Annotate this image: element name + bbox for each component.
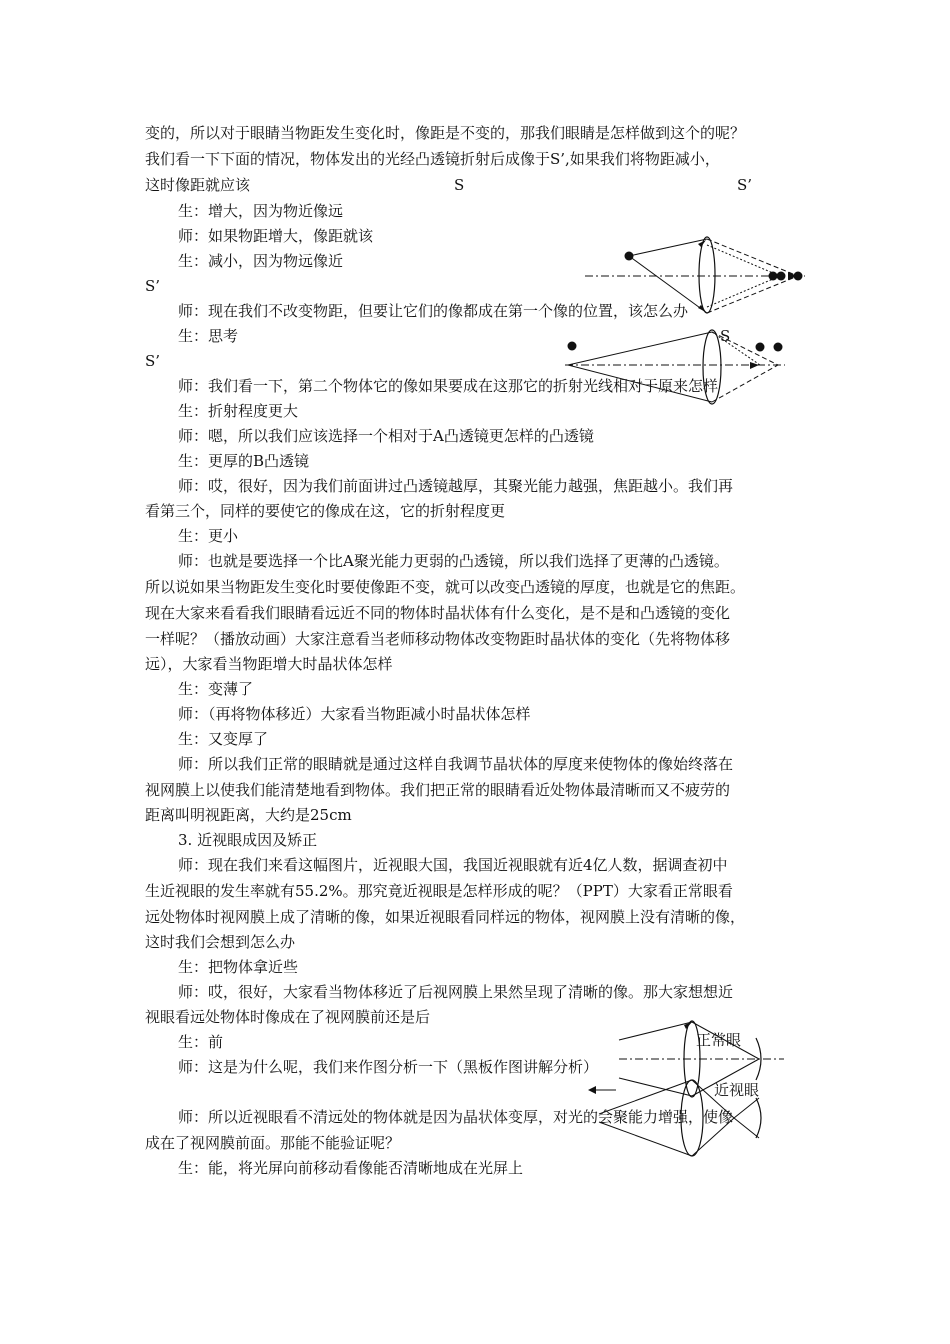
text-line: 生：能，将光屏向前移动看像能否清晰地成在光屏上: [178, 1159, 524, 1177]
text-line: 生：前: [178, 1033, 224, 1051]
object-s-label-2: S: [720, 327, 731, 345]
text-line: 这时我们会想到怎么办: [145, 933, 296, 951]
lens-diagram-2: [560, 322, 790, 407]
text-line: 师：我们看一下，第二个物体它的像如果要成在这那它的折射光线相对于原来怎样: [178, 377, 719, 395]
text-line: 生：把物体拿近些: [178, 958, 299, 976]
text-line: 师：（再将物体移近）大家看当物距减小时晶状体怎样: [178, 705, 531, 723]
eye-diagram: [584, 1018, 794, 1163]
text-line: 师：这是为什么呢，我们来作图分析一下（黑板作图讲解分析）: [178, 1058, 599, 1076]
text-line: 师：如果物距增大，像距就该: [178, 227, 374, 245]
text-line: 距离叫明视距离，大约是25cm: [145, 806, 352, 824]
text-line: 远），大家看当物距增大时晶状体怎样: [145, 655, 393, 673]
text-line: 一样呢？（播放动画）大家注意看当老师移动物体改变物距时晶状体的变化（先将物体移: [145, 630, 731, 648]
text-line: 生：更小: [178, 527, 239, 545]
text-line: 生：变薄了: [178, 680, 254, 698]
text-line: 所以说如果当物距发生变化时要使像距不变，就可以改变凸透镜的厚度，也就是它的焦距。: [145, 578, 746, 596]
text-line: 生近视眼的发生率就有55.2%。那究竟近视眼是怎样形成的呢？（PPT）大家看正常眼看: [145, 882, 733, 900]
text-line: 远处物体时视网膜上成了清晰的像，如果近视眼看同样远的物体，视网膜上没有清晰的像，: [145, 908, 746, 926]
text-line: 师：嗯，所以我们应该选择一个相对于A凸透镜更怎样的凸透镜: [178, 427, 594, 445]
text-line: S’: [145, 277, 161, 295]
text-line: 视眼看远处物体时像成在了视网膜前还是后: [145, 1008, 431, 1026]
object-s-label: S: [454, 176, 465, 194]
section-heading: 3. 近视眼成因及矫正: [178, 831, 318, 849]
text-line: 这时像距就应该: [145, 176, 251, 194]
image-s-prime-label: S’: [737, 176, 753, 194]
text-line: 我们看一下下面的情况，物体发出的光经凸透镜折射后成像于S’,如果我们将物距减小，: [145, 150, 720, 168]
text-line: S’: [145, 352, 161, 370]
text-line: 生：又变厚了: [178, 730, 269, 748]
text-line: 师：哎，很好，大家看当物体移近了后视网膜上果然呈现了清晰的像。那大家想想近: [178, 983, 734, 1001]
normal-eye-label: 正常眼: [696, 1031, 742, 1049]
text-line: 生：更厚的B凸透镜: [178, 452, 310, 470]
text-line: 看第三个，同样的要使它的像成在这，它的折射程度更: [145, 502, 506, 520]
text-line: 师：所以近视眼看不清远处的物体就是因为晶状体变厚，对光的会聚能力增强，使像: [178, 1108, 734, 1126]
text-line: 生：增大，因为物近像远: [178, 202, 344, 220]
text-line: 生：思考: [178, 327, 239, 345]
text-line: 成在了视网膜前面。那能不能验证呢？: [145, 1134, 401, 1152]
myopia-label: 近视眼: [714, 1081, 760, 1099]
text-line: 生：减小，因为物远像近: [178, 252, 344, 270]
text-line: 师：所以我们正常的眼睛就是通过这样自我调节晶状体的厚度来使物体的像始终落在: [178, 755, 734, 773]
text-line: 师：哎，很好，因为我们前面讲过凸透镜越厚，其聚光能力越强，焦距越小。我们再: [178, 477, 734, 495]
text-line: 师：现在我们不改变物距，但要让它们的像都成在第一个像的位置，该怎么办: [178, 302, 689, 320]
text-line: 视网膜上以使我们能清楚地看到物体。我们把正常的眼睛看近处物体最清晰而又不疲劳的: [145, 781, 731, 799]
text-line: 现在大家来看看我们眼睛看远近不同的物体时晶状体有什么变化，是不是和凸透镜的变化: [145, 604, 731, 622]
text-line: 生：折射程度更大: [178, 402, 299, 420]
text-line: 变的，所以对于眼睛当物距发生变化时，像距是不变的，那我们眼睛是怎样做到这个的呢？: [145, 124, 746, 142]
lens-diagram-1: [580, 230, 810, 310]
text-line: 师：现在我们来看这幅图片，近视眼大国，我国近视眼就有近4亿人数，据调查初中: [178, 856, 728, 874]
text-line: 师：也就是要选择一个比A聚光能力更弱的凸透镜，所以我们选择了更薄的凸透镜。: [178, 552, 729, 570]
